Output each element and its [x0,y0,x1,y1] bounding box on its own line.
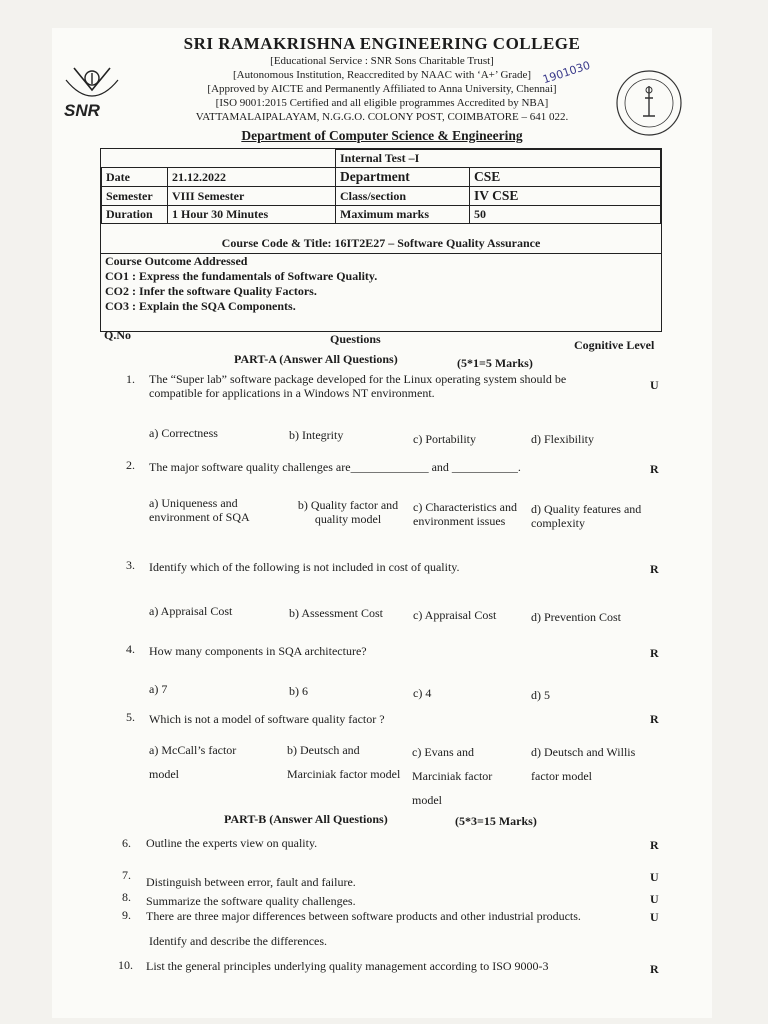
question-number: 7. [122,868,131,882]
question-text: The major software quality challenges are_____________ and ___________. [149,460,521,474]
cognitive-level: R [650,462,659,476]
part-a-marks: (5*1=5 Marks) [457,356,533,370]
svg-text:SNR: SNR [64,101,100,120]
class-label: Class/section [336,187,470,206]
cognitive-level: U [650,378,659,392]
test-title: Internal Test –I [336,150,661,168]
question-text: Identify which of the following is not included in cost of quality. [149,560,460,574]
level-header: Cognitive Level [574,338,655,352]
question-number: 4. [126,642,135,656]
option: b) Assessment Cost [289,606,384,620]
option: d) Prevention Cost [531,610,621,624]
question-number: 1. [126,372,135,386]
header-line-1: [Educational Service : SNR Sons Charitable Trust] [270,55,494,67]
question-number: 6. [122,836,131,850]
option: d) 5 [531,688,550,702]
question-text: There are three major differences between software products and other industrial products. [146,909,581,923]
cognitive-level: R [650,962,659,976]
part-a-title: PART-A (Answer All Questions) [234,352,398,366]
college-logo-icon [62,60,132,122]
option: a) Appraisal Cost [149,604,233,618]
option: c) Appraisal Cost [413,608,497,622]
semester-label: Semester [102,187,168,206]
option: a) 7 [149,682,168,696]
outcomes-heading: Course Outcome Addressed [105,254,248,268]
option: b) Quality factor and quality model [297,498,399,526]
option: a) McCall’s factor model [149,743,237,781]
handwritten-number: 1901030 [541,58,592,87]
question-text: Which is not a model of software quality factor ? [149,712,385,726]
header-line-4: [ISO 9001:2015 Certified and all eligible programmes Accredited by NBA] [215,97,549,109]
exam-paper [52,28,712,1018]
outcome-item: CO2 : Infer the software Quality Factors. [105,284,317,298]
question-text: List the general principles underlying quality management according to ISO 9000-3 [146,959,549,973]
department-title: Department of Computer Science & Engineering [241,128,523,143]
question-number: 3. [126,558,135,572]
cognitive-level: R [650,838,659,852]
cognitive-level: U [650,892,659,906]
question-number: 8. [122,890,131,904]
test-details-table [101,149,661,224]
college-seal-icon [614,68,684,138]
duration-value: 1 Hour 30 Minutes [168,206,336,224]
outcome-item: CO1 : Express the fundamentals of Software Quality. [105,269,378,283]
department-label: Department [336,168,470,187]
date-label: Date [102,168,168,187]
option: c) Portability [413,432,476,446]
header-line-5: VATTAMALAIPALAYAM, N.G.G.O. COLONY POST, COIMBATORE – 641 022. [195,111,569,123]
question-text: Identify and describe the differences. [149,934,328,948]
option: d) Deutsch and Willis factor model [531,745,636,783]
semester-value: VIII Semester [168,187,336,206]
question-number: 10. [118,958,133,972]
question-number: 9. [122,908,131,922]
duration-label: Duration [102,206,168,224]
course-title: Course Code & Title: 16IT2E27 – Software Quality Assurance [221,236,541,250]
option: c) 4 [413,686,432,700]
qno-header: Q.No [104,328,131,342]
cognitive-level: R [650,646,659,660]
option: c) Characteristics and environment issues [413,500,517,528]
course-outcomes [105,254,377,314]
question-number: 5. [126,710,135,724]
option: a) Correctness [149,426,218,440]
department-value: CSE [470,168,661,187]
option: d) Quality features and complexity [531,502,642,530]
questions-header: Questions [330,332,381,346]
question-text: How many components in SQA architecture? [149,644,367,658]
header-line-3: [Approved by AICTE and Permanently Affiliated to Anna University, Chennai] [207,83,557,95]
option: c) Evans and Marciniak factor model [412,745,493,807]
question-number: 2. [126,458,135,472]
option: d) Flexibility [531,432,594,446]
marks-value: 50 [470,206,661,224]
cognitive-level: R [650,562,659,576]
question-text: Distinguish between error, fault and failure. [146,875,356,889]
marks-label: Maximum marks [336,206,470,224]
part-b-marks: (5*3=15 Marks) [455,814,537,828]
college-name: SRI RAMAKRISHNA ENGINEERING COLLEGE [183,34,581,53]
cognitive-level: U [650,870,659,884]
option: b) Deutsch and Marciniak factor model [287,743,401,781]
option: b) Integrity [289,428,344,442]
class-value: IV CSE [470,187,661,206]
option: b) 6 [289,684,308,698]
cognitive-level: R [650,712,659,726]
question-text: Summarize the software quality challenges. [146,894,356,908]
question-text: The “Super lab” software package developed for the Linux operating system should be compatible for applications in a Windows NT environment. [149,372,567,400]
header-line-2: [Autonomous Institution, Reaccredited by NAAC with ‘A+’ Grade] [232,69,532,81]
test-details-box [100,148,662,332]
outcome-item: CO3 : Explain the SQA Components. [105,299,296,313]
date-value: 21.12.2022 [168,168,336,187]
cognitive-level: U [650,910,659,924]
part-b-title: PART-B (Answer All Questions) [224,812,388,826]
option: a) Uniqueness and environment of SQA [149,496,250,524]
question-text: Outline the experts view on quality. [146,836,318,850]
